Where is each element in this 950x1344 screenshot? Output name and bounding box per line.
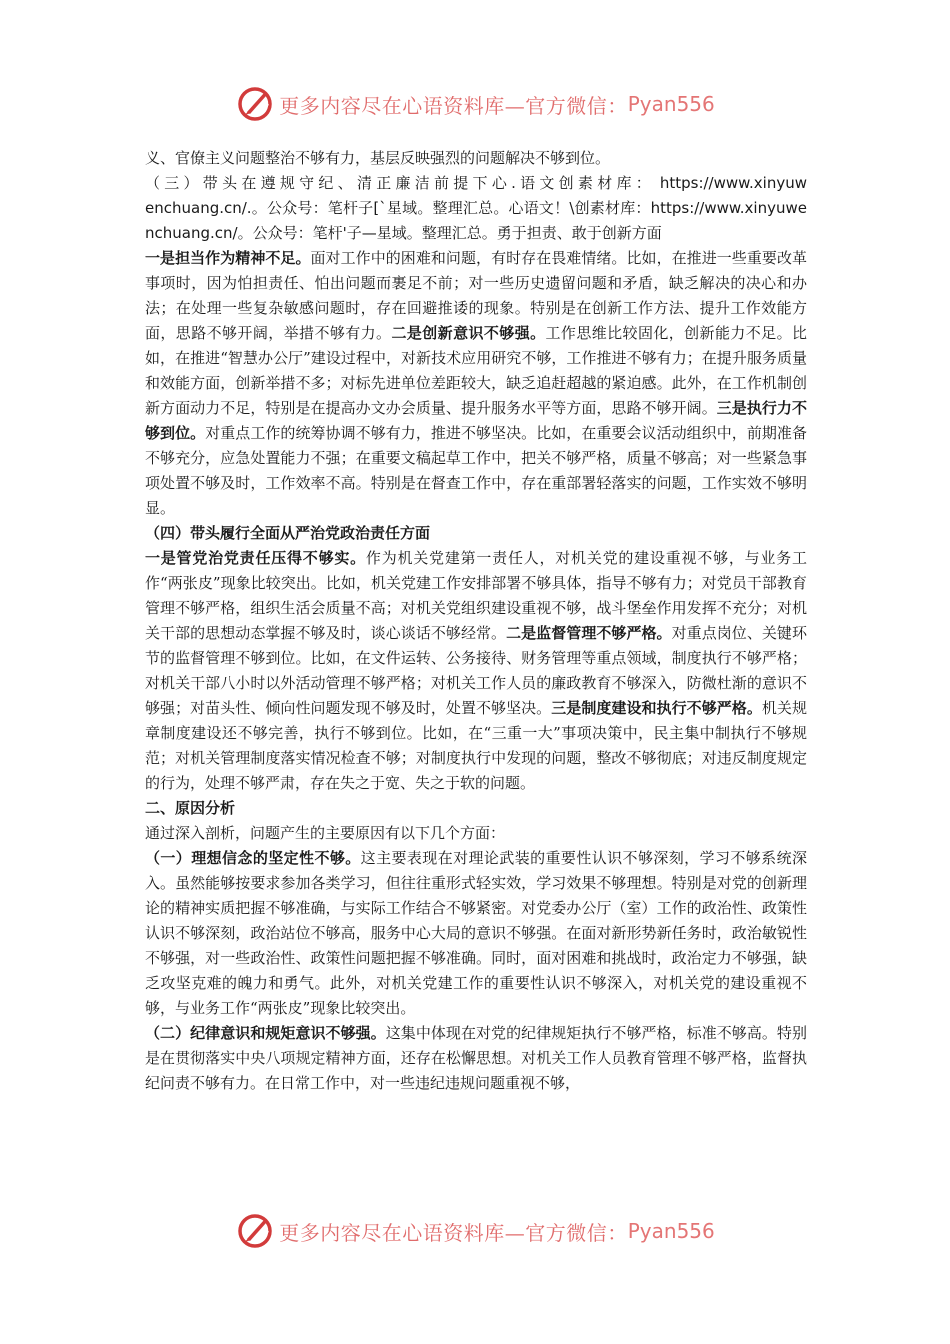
banner-text: 更多内容尽在心语资料库—官方微信：	[279, 1220, 628, 1245]
paragraph: 义、官僚主义问题整治不够有力，基层反映强烈的问题解决不够到位。	[145, 149, 611, 167]
brand-logo-icon	[235, 1211, 275, 1251]
bold-lead: 一是担当作为精神不足。	[145, 249, 311, 267]
banner-wechat-id: Pyan556	[627, 92, 715, 116]
header-banner	[0, 84, 950, 124]
brand-logo-icon	[235, 84, 275, 124]
paragraph-text: 工作思维比较固化，创新能力不足。比如，在推进“智慧办公厅”建设过程中，对新技术应用研究不够，工作推进不够有力；在提升服务质量和效能方面，创新举措不多；对标先进单位差距较大，缺乏追赶超越的紧迫感。此外，在工作机制创新方面动力不足，特别是在提高办文办会质量、提升服务水平等方面，思路不够开阔。	[145, 324, 807, 417]
bold-lead: （二）纪律意识和规矩意识不够强。	[145, 1024, 386, 1042]
paragraph-text: 这主要表现在对理论武装的重要性认识不够深刻，学习不够系统深入。虽然能够按要求参加各类学习，但往往重形式轻实效，学习效果不够理想。特别是对党的创新理论的精神实质把握不够准确，与实际工作结合不够紧密。对党委办公厅（室）工作的政治性、政策性认识不够深刻，政治站位不够高，服务中心大局的意识不够强。在面对新形势新任务时，政治敏锐性不够强，对一些政治性、政策性问题把握不够准确。同时，面对困难和挑战时，政治定力不够强，缺乏攻坚克难的魄力和勇气。此外，对机关党建工作的重要性认识不够深入，对机关党的建设重视不够，与业务工作“两张皮”现象比较突出。	[145, 849, 807, 1017]
paragraph: 通过深入剖析，问题产生的主要原因有以下几个方面：	[145, 824, 506, 842]
section-heading: （三）带头在遵规守纪、清正廉洁前提下心.语文创素材库：	[145, 174, 655, 192]
section-heading: （四）带头履行全面从严治党政治责任方面	[145, 524, 431, 542]
paragraph	[145, 1021, 807, 1096]
document-body	[145, 146, 807, 1096]
bold-lead: 一是管党治党责任压得不够实。	[145, 549, 366, 567]
footer-banner	[0, 1211, 950, 1251]
paragraph-text: 对重点岗位、关键环节的监督管理不够到位。比如，在文件运转、公务接待、财务管理等重点领域，制度执行不够严格；对机关干部八小时以外活动管理不够严格；对机关工作人员的廉政教育不够深入，防微杜渐的意识不够强；对苗头性、倾向性问题发现不够及时，处置不够坚决。	[145, 624, 807, 717]
paragraph	[145, 171, 807, 246]
banner-text: 更多内容尽在心语资料库—官方微信：	[279, 93, 628, 118]
paragraph	[145, 246, 807, 521]
section-heading: 二、原因分析	[145, 799, 236, 817]
paragraph	[145, 546, 807, 796]
bold-lead: 三是制度建设和执行不够严格。	[551, 699, 762, 717]
paragraph-text: https://www.xinyuwenchuang.cn/.。公众号：笔杆子[`星域。整理汇总。心语文！\创素材库：https://www.xinyuwenchuang.cn/。公众号：笔杆'子—星域。整理汇总。勇于担责、敢于创新方面	[145, 174, 808, 242]
paragraph-text: 这集中体现在对党的纪律规矩执行不够严格，标准不够高。特别是在贯彻落实中央八项规定精神方面，还存在松懈思想。对机关工作人员教育管理不够严格，监督执纪问责不够有力。在日常工作中，对一些违纪违规问题重视不够，	[145, 1024, 807, 1092]
bold-lead: 二是监督管理不够严格。	[506, 624, 672, 642]
banner-wechat-id: Pyan556	[627, 1219, 715, 1243]
bold-lead: 二是创新意识不够强。	[391, 324, 546, 342]
paragraph-text: 面对工作中的困难和问题，有时存在畏难情绪。比如，在推进一些重要改革事项时，因为怕担责任、怕出问题而裹足不前；对一些历史遗留问题和矛盾，缺乏解决的决心和办法；在处理一些复杂敏感问题时，存在回避推诿的现象。特别是在创新工作方法、提升工作效能方面，思路不够开阔，举措不够有力。	[145, 249, 807, 342]
paragraph-text: 作为机关党建第一责任人，对机关党的建设重视不够，与业务工作“两张皮”现象比较突出。比如，机关党建工作安排部署不够具体，指导不够有力；对党员干部教育管理不够严格，组织生活会质量不高；对机关党组织建设重视不够，战斗堡垒作用发挥不充分；对机关干部的思想动态掌握不够及时，谈心谈话不够经常。	[145, 549, 807, 642]
paragraph	[145, 846, 807, 1021]
bold-lead: 三是执行力不够到位。	[145, 399, 807, 442]
paragraph-text: 对重点工作的统筹协调不够有力，推进不够坚决。比如，在重要会议活动组织中，前期准备不够充分，应急处置能力不强；在重要文稿起草工作中，把关不够严格，质量不够高；对一些紧急事项处置不够及时，工作效率不高。特别是在督查工作中，存在重部署轻落实的问题，工作实效不够明显。	[145, 424, 807, 517]
paragraph-text: 机关规章制度建设还不够完善，执行不够到位。比如，在“三重一大”事项决策中，民主集中制执行不够规范；对机关管理制度落实情况检查不够；对制度执行中发现的问题，整改不够彻底；对违反制度规定的行为，处理不够严肃，存在失之于宽、失之于软的问题。	[145, 699, 807, 792]
bold-lead: （一）理想信念的坚定性不够。	[145, 849, 361, 867]
